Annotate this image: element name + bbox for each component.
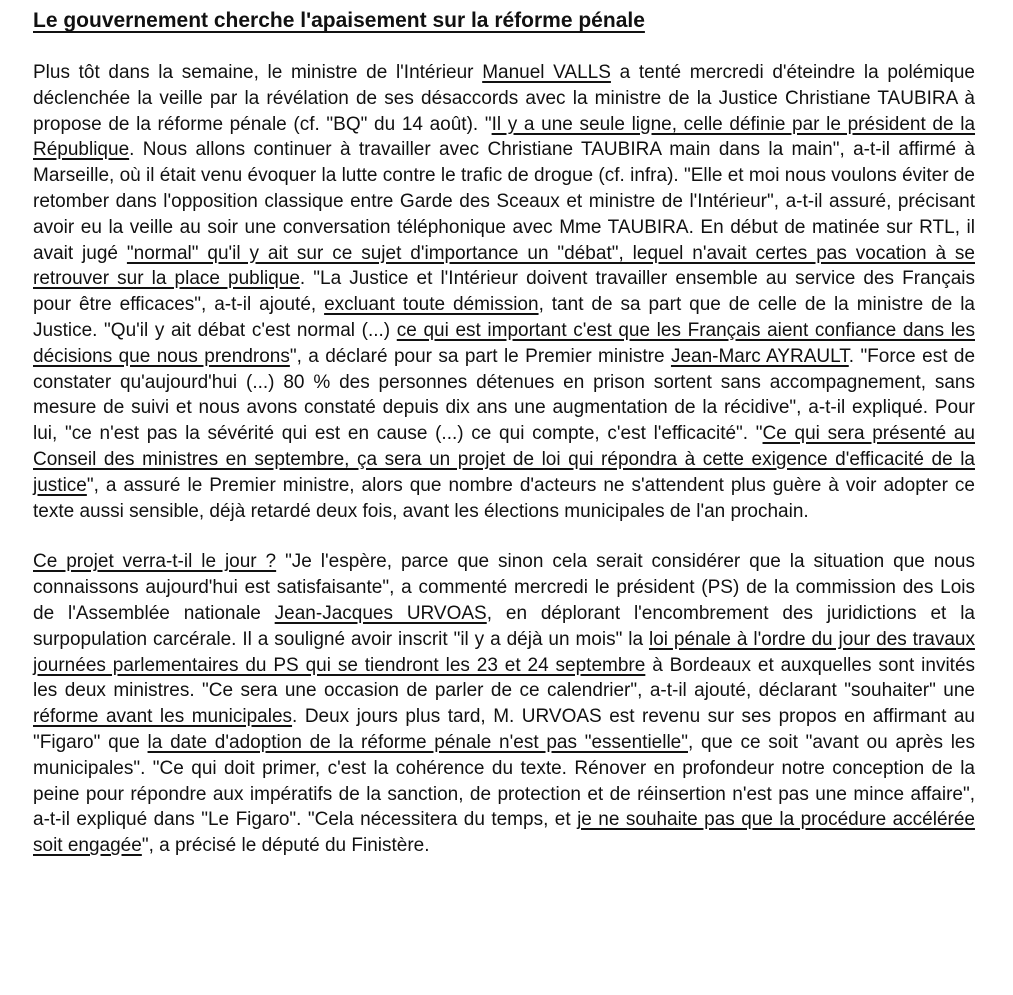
text-segment: , tant de sa part que de celle de la ministre de la Justice. "Qu'il y ait débat c'est normal (...) <box>33 294 975 341</box>
underlined-text: ce qui est important c'est que les Français aient confiance dans les décisions que nous prendrons <box>33 319 975 367</box>
text-segment: ", a déclaré pour sa part le Premier ministre <box>289 345 671 367</box>
underlined-text: Manuel VALLS <box>482 62 611 83</box>
underlined-text: excluant toute démission <box>324 294 539 316</box>
underlined-text: je ne souhaite pas que la procédure accélérée soit engagée <box>33 809 975 857</box>
text-segment: Plus tôt dans la semaine, le ministre de l'Intérieur <box>33 62 483 83</box>
underlined-text: Jean-Jacques URVOAS <box>274 602 487 624</box>
underlined-text: Jean-Marc AYRAULT <box>670 345 849 367</box>
underlined-text: Ce projet verra-t-il le jour ? <box>33 551 277 573</box>
text-segment: , que ce soit "avant ou après les municipales". "Ce qui doit primer, c'est la cohérence du texte. Rénover en profondeur notre conception de la peine pour répondre aux impératifs de la sanction, de protection et de réinsertion n'est pas une mince affaire", a-t-il expliqué dans "Le Figaro". "Cela nécessitera du temps, et <box>33 731 975 831</box>
underlined-text: Il y a une seule ligne, celle définie par le président de la République <box>33 113 976 161</box>
text-segment: . "Force est de constater qu'aujourd'hui (...) 80 % des personnes détenues en prison sortent sans accompagnement, sans mesure de suivi et nous avons constaté depuis dix ans une augmentation de la récidive", a-t-il expliqué. Pour lui, "ce n'est pas la sévérité qui est en cause (...) ce qui compte, c'est l'efficacité". " <box>33 345 976 445</box>
underlined-text: loi pénale à l'ordre du jour des travaux journées parlementaires du PS qui se tiendront les 23 et 24 septembre <box>33 628 975 676</box>
text-segment: . Nous allons continuer à travailler avec Christiane TAUBIRA main dans la main", a-t-il affirmé à Marseille, où il était venu évoquer la lutte contre le trafic de drogue (cf. infra). "Elle et moi nous voulons éviter de retomber dans l'opposition classique entre Garde des Sceaux et ministre de l'Intérieur", a-t-il assuré, précisant avoir eu la veille au soir une conversation téléphonique avec Mme TAUBIRA. En début de matinée sur RTL, il avait jugé <box>33 139 975 264</box>
underlined-text: réforme avant les municipales <box>33 706 293 728</box>
article-title: Le gouvernement cherche l'apaisement sur la réforme pénale <box>33 9 645 32</box>
underlined-text: la date d'adoption de la réforme pénale n'est pas "essentielle" <box>147 731 688 753</box>
article-body <box>33 60 975 859</box>
underlined-text: Ce qui sera présenté au Conseil des ministres en septembre, ça sera un projet de loi qui répondra à cette exigence d'efficacité de la justice <box>33 423 976 496</box>
paragraph-1 <box>33 60 975 524</box>
text-segment: ", a précisé le député du Finistère. <box>141 835 430 857</box>
text-segment: à Bordeaux et auxquelles sont invités les deux ministres. "Ce sera une occasion de parler de ce calendrier", a-t-il ajouté, déclarant "souhaiter" une <box>33 654 976 702</box>
text-segment: . "La Justice et l'Intérieur doivent travailler ensemble au service des Français pour être efficaces", a-t-il ajouté, <box>33 268 975 316</box>
text-segment: a tenté mercredi d'éteindre la polémique déclenchée la veille par la révélation de ses désaccords avec la ministre de la Justice Christiane TAUBIRA à propose de la réforme pénale (cf. "BQ" du 14 août). " <box>33 62 975 135</box>
text-segment: , en déplorant l'encombrement des juridictions et la surpopulation carcérale. Il a souligné avoir inscrit "il y a déjà un mois" la <box>33 602 975 650</box>
text-segment: . Deux jours plus tard, M. URVOAS est revenu sur ses propos en affirmant au "Figaro" que <box>33 706 975 753</box>
text-segment: ", a assuré le Premier ministre, alors que nombre d'acteurs ne s'attendent plus guère à voir adopter ce texte aussi sensible, déjà retardé deux fois, avant les élections municipales de l'an prochain. <box>33 474 975 522</box>
paragraph-2 <box>33 549 975 859</box>
text-segment: "Je l'espère, parce que sinon cela serait considérer que la situation que nous connaissons aujourd'hui est satisfaisante", a commenté mercredi le président (PS) de la commission des Lois de l'Assemblée nationale <box>33 551 975 624</box>
underlined-text: "normal" qu'il y ait sur ce sujet d'importance un "débat", lequel n'avait certes pas vocation à se retrouver sur la place publique <box>33 242 975 290</box>
